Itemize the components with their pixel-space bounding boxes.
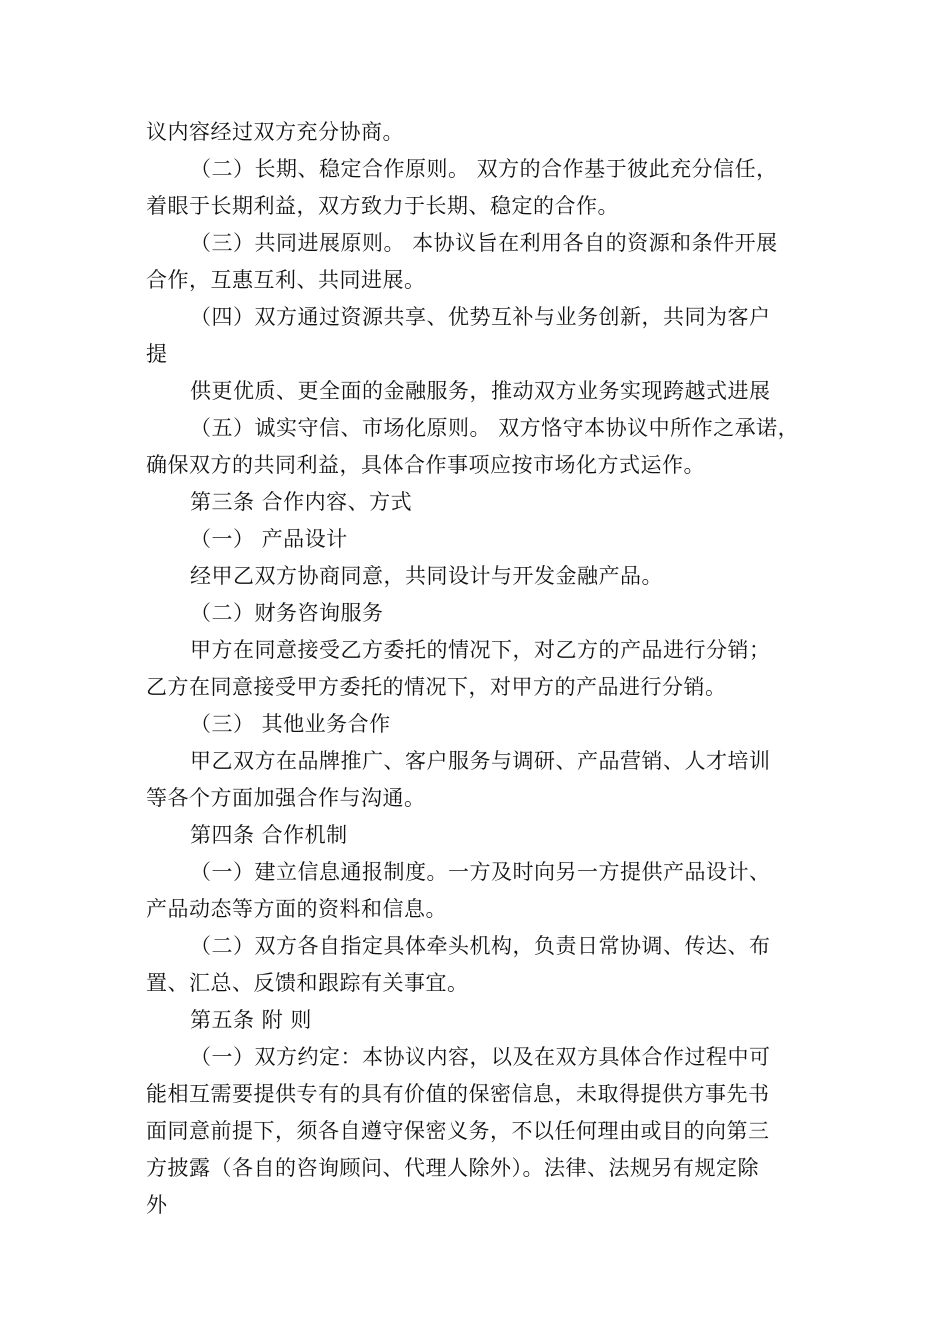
document-body: [146, 114, 826, 1224]
text-line: （三） 其他业务合作: [190, 712, 391, 736]
text-line: 第五条 附 则: [190, 1008, 312, 1032]
text-line: 第四条 合作机制: [190, 823, 348, 847]
text-line: 乙方在同意接受甲方委托的情况下，对甲方的产品进行分销。: [146, 675, 727, 699]
text-line: 确保双方的共同利益，具体合作事项应按市场化方式运作。: [146, 453, 705, 477]
text-line: （二）财务咨询服务: [190, 601, 384, 625]
text-line: 第三条 合作内容、方式: [190, 490, 413, 514]
text-line: 议内容经过双方充分协商。: [146, 120, 404, 144]
text-line: 甲乙双方在品牌推广、客户服务与调研、产品营销、人才培训: [190, 749, 771, 773]
text-line: 方披露（各自的咨询顾问、代理人除外）。法律、法规另有规定除: [146, 1156, 759, 1180]
text-line: （一）建立信息通报制度。一方及时向另一方提供产品设计、: [190, 860, 771, 884]
text-line: 甲方在同意接受乙方委托的情况下，对乙方的产品进行分销；: [190, 638, 771, 662]
text-line: 提: [146, 342, 168, 366]
text-line: 产品动态等方面的资料和信息。: [146, 897, 447, 921]
text-line: （四）双方通过资源共享、优势互补与业务创新，共同为客户: [190, 305, 771, 329]
text-line: 经甲乙双方协商同意，共同设计与开发金融产品。: [190, 564, 663, 588]
text-line: （一） 产品设计: [190, 527, 348, 551]
text-line: 置、汇总、反馈和跟踪有关事宜。: [146, 971, 469, 995]
text-line: 外: [146, 1193, 168, 1217]
text-line: （二）双方各自指定具体牵头机构，负责日常协调、传达、布: [190, 934, 771, 958]
text-line: 能相互需要提供专有的具有价值的保密信息，未取得提供方事先书: [146, 1082, 770, 1106]
text-line: （二）长期、稳定合作原则。 双方的合作基于彼此充分信任，: [190, 157, 778, 181]
text-line: 供更优质、更全面的金融服务，推动双方业务实现跨越式进展: [190, 379, 771, 403]
text-line: （五）诚实守信、市场化原则。 双方恪守本协议中所作之承诺，: [190, 416, 800, 440]
text-line: 合作，互惠互利、共同进展。: [146, 268, 426, 292]
text-line: （三）共同进展原则。 本协议旨在利用各自的资源和条件开展: [190, 231, 778, 255]
text-line: 着眼于长期利益，双方致力于长期、稳定的合作。: [146, 194, 619, 218]
text-line: （一）双方约定：本协议内容，以及在双方具体合作过程中可: [190, 1045, 771, 1069]
text-line: 面同意前提下，须各自遵守保密义务，不以任何理由或目的向第三: [146, 1119, 770, 1143]
text-line: 等各个方面加强合作与沟通。: [146, 786, 426, 810]
